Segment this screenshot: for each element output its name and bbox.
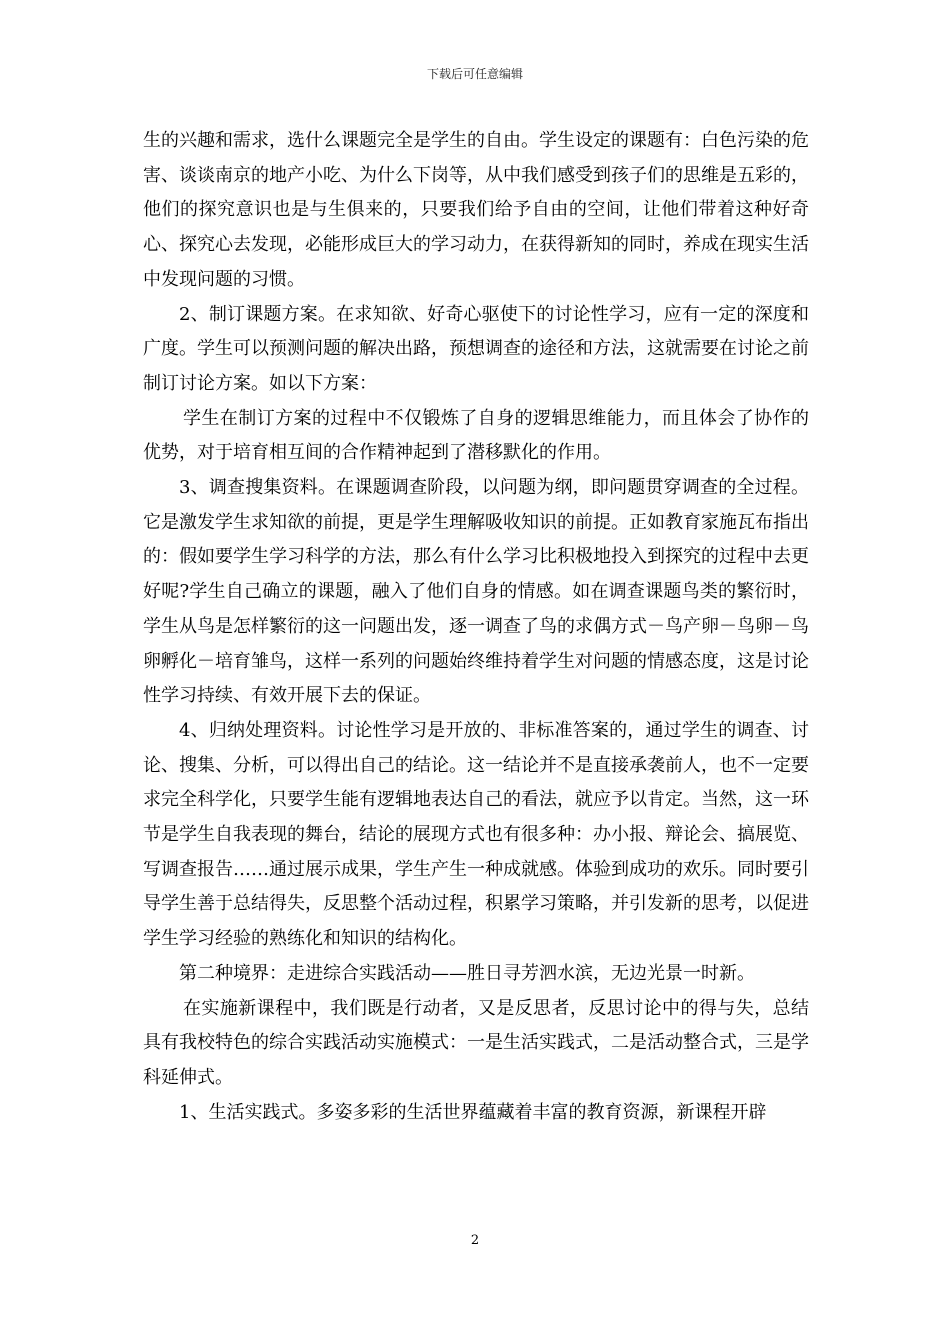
page-header: 下载后可任意编辑 (426, 67, 523, 81)
page-number: 2 (470, 1233, 480, 1248)
paragraph-continuation: 生的兴趣和需求，选什么课题完全是学生的自由。学生设定的课题有：白色污染的危害、谈谈南京的地产小吃、为什么下岗等，从中我们感受到孩子们的思维是五彩的，他们的探究意识也是与生俱来的，只要我们给予自由的空间，让他们带着这种好奇心、探究心去发现，必能形成巨大的学习动力，在获得新知的同时，养成在现实生活中发现问题的习惯。 (143, 130, 809, 290)
paragraph-second-realm: 第二种境界：走进综合实践活动——胜日寻芳泗水滨，无边光景一时新。 (179, 962, 755, 984)
paragraph-step-2: 2、制订课题方案。在求知欲、好奇心驱使下的讨论性学习，应有一定的深度和广度。学生可以预测问题的解决出路，预想调查的途径和方法，这就需要在讨论之前制订讨论方案。如以下方案： (143, 303, 809, 394)
paragraph-step-3: 3、调查搜集资料。在课题调查阶段，以问题为纲，即问题贯穿调查的全过程。它是激发学生求知欲的前提，更是学生理解吸收知识的前提。正如教育家施瓦布指出的：假如要学生学习科学的方法，那么有什么学习比积极地投入到探究的过程中去更好呢?学生自己确立的课题，融入了他们自身的情感。如在调查课题鸟类的繁衍时，学生从鸟是怎样繁衍的这一问题出发，逐一调查了鸟的求偶方式－鸟产卵－鸟卵－鸟卵孵化－培育雏鸟，这样一系列的问题始终维持着学生对问题的情感态度，这是讨论性学习持续、有效开展下去的保证。 (143, 477, 809, 707)
paragraph-plan-benefit: 学生在制订方案的过程中不仅锻炼了自身的逻辑思维能力，而且体会了协作的优势，对于培育相互间的合作精神起到了潜移默化的作用。 (143, 407, 809, 464)
document-body (143, 124, 809, 1130)
paragraph-implementation: 在实施新课程中，我们既是行动者，又是反思者，反思讨论中的得与失，总结具有我校特色的综合实践活动实施模式：一是生活实践式，二是活动整合式，三是学科延伸式。 (143, 997, 809, 1088)
paragraph-step-4: 4、归纳处理资料。讨论性学习是开放的、非标准答案的，通过学生的调查、讨论、搜集、分析，可以得出自己的结论。这一结论并不是直接承袭前人，也不一定要求完全科学化，只要学生能有逻辑地表达自己的看法，就应予以肯定。当然，这一环节是学生自我表现的舞台，结论的展现方式也有很多种：办小报、辩论会、搞展览、写调查报告……通过展示成果，学生产生一种成就感。体验到成功的欢乐。同时要引导学生善于总结得失，反思整个活动过程，积累学习策略，并引发新的思考，以促进学生学习经验的熟练化和知识的结构化。 (143, 719, 809, 950)
paragraph-life-practice: 1、生活实践式。多姿多彩的生活世界蕴藏着丰富的教育资源，新课程开辟 (179, 1101, 767, 1123)
